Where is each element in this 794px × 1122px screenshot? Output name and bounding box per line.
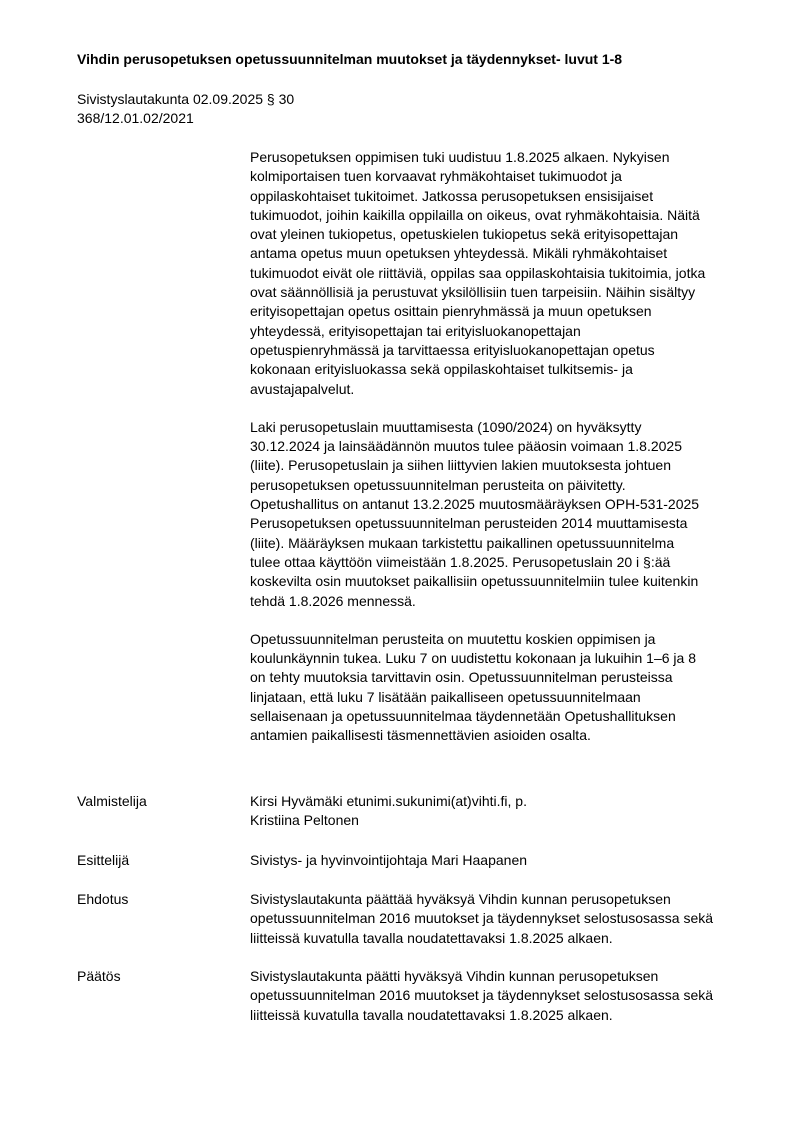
text-line: Sivistyslautakunta päättää hyväksyä Vihdin kunnan perusopetuksen (250, 891, 671, 907)
meeting-meta (77, 90, 294, 128)
text-line: antamien paikallisesti täsmennettävien asioiden osalta. (250, 727, 591, 744)
text-line: avustajapalvelut. (250, 380, 355, 397)
text-line: tulee ottaa käyttöön viimeistään 1.8.2025. Perusopetuslain 20 i §:ää (250, 553, 671, 570)
text-line: koulunkäynnin tukea. Luku 7 on uudistettu kokonaan ja lukuihin 1–6 ja 8 (250, 650, 696, 667)
text-line: opetuspienryhmässä ja tarvittaessa erityisluokanopettajan opetus (250, 341, 655, 358)
text-line: erityisopettajan opetus osittain pienryhmässä ja muun opetuksen (250, 303, 652, 320)
field-value (250, 890, 760, 948)
paragraph-curriculum-changes (250, 630, 750, 746)
text-line: koskevilta osin muutokset paikallisiin opetussuunnitelmiin tulee kuitenkin (250, 573, 699, 590)
text-line: linjataan, että luku 7 lisätään paikalliseen opetussuunnitelmaan (250, 688, 641, 705)
text-line: ovat säännöllisiä ja perustuvat yksilöllisiin tuen tarpeisiin. Näihin sisältyy (250, 284, 696, 301)
field-label: Valmistelija (77, 793, 147, 809)
document-body (250, 148, 750, 765)
case-number: 368/12.01.02/2021 (77, 110, 194, 126)
text-line: Opetushallitus on antanut 13.2.2025 muutosmääräyksen OPH-531-2025 (250, 496, 700, 513)
text-line: Kristiina Peltonen (250, 812, 359, 829)
text-line: ovat yleinen tukiopetus, opetuskielen tukiopetus sekä erityisopettajan (250, 226, 679, 243)
text-line: (liite). Perusopetuslain ja siihen liittyvien lakien muutoksesta johtuen (250, 457, 671, 474)
text-line: opetussuunnitelman 2016 muutokset ja täydennykset selostusosassa sekä (250, 910, 714, 927)
paragraph-law-amendment (250, 418, 750, 611)
text-line: tehdä 1.8.2026 mennessä. (250, 592, 416, 609)
text-line: Kirsi Hyvämäki etunimi.sukunimi(at)vihti.fi, p. (250, 793, 527, 809)
text-line: Sivistyslautakunta päätti hyväksyä Vihdin kunnan perusopetuksen (250, 968, 659, 984)
meeting-reference: Sivistyslautakunta 02.09.2025 § 30 (77, 91, 295, 107)
field-label: Esittelijä (77, 852, 130, 868)
text-line: liitteissä kuvatulla tavalla noudatettavaksi 1.8.2025 alkaen. (250, 929, 613, 946)
text-line: (liite). Määräyksen mukaan tarkistettu paikallinen opetussuunnitelma (250, 534, 675, 551)
text-line: perusopetuksen opetussuunnitelman perusteita on päivitetty. (250, 476, 626, 493)
text-line: opetussuunnitelman 2016 muutokset ja täydennykset selostusosassa sekä (250, 987, 714, 1004)
text-line: oppilaskohtaiset tukitoimet. Jatkossa perusopetuksen ensisijaiset (250, 187, 654, 204)
text-line: 30.12.2024 ja lainsäädännön muutos tulee pääosin voimaan 1.8.2025 (250, 438, 682, 455)
text-line: Perusopetuksen opetussuunnitelman perusteiden 2014 muuttamisesta (250, 515, 688, 532)
text-line: liitteissä kuvatulla tavalla noudatettavaksi 1.8.2025 alkaen. (250, 1006, 613, 1023)
text-line: Opetussuunnitelman perusteita on muutettu koskien oppimisen ja (250, 630, 656, 647)
paragraph-support-reform (250, 148, 750, 399)
text-line: tukimuodot, joihin kaikilla oppilailla on oikeus, ovat ryhmäkohtaisia. Näitä (250, 206, 700, 223)
text-line: Laki perusopetuslain muuttamisesta (1090/2024) on hyväksytty (250, 418, 642, 435)
field-value (250, 967, 760, 1025)
document-title: Vihdin perusopetuksen opetussuunnitelman muutokset ja täydennykset- luvut 1-8 (77, 51, 623, 67)
field-value (250, 792, 760, 831)
text-line: Perusopetuksen oppimisen tuki uudistuu 1.8.2025 alkaen. Nykyisen (250, 149, 670, 165)
field-label: Päätös (77, 968, 121, 984)
text-line: tukimuodot eivät ole riittäviä, oppilas saa oppilaskohtaisia tukitoimia, jotka (250, 264, 706, 281)
field-value (250, 851, 760, 870)
text-line: Sivistys- ja hyvinvointijohtaja Mari Haapanen (250, 852, 528, 868)
text-line: yhteydessä, erityisopettajan tai erityisluokanopettajan (250, 322, 581, 339)
text-line: kokonaan erityisluokassa sekä oppilaskohtaiset tulkitsemis- ja (250, 361, 633, 378)
text-line: kolmiportaisen tuen korvaavat ryhmäkohtaiset tukimuodot ja (250, 168, 622, 185)
field-label: Ehdotus (77, 891, 129, 907)
text-line: on tehty muutoksia tarvittavin osin. Opetussuunnitelman perusteissa (250, 669, 673, 686)
text-line: antama opetus muun opetuksen yhteydessä. Mikäli ryhmäkohtaiset (250, 245, 668, 262)
text-line: sellaisenaan ja opetussuunnitelmaa täydennetään Opetushallituksen (250, 708, 676, 725)
